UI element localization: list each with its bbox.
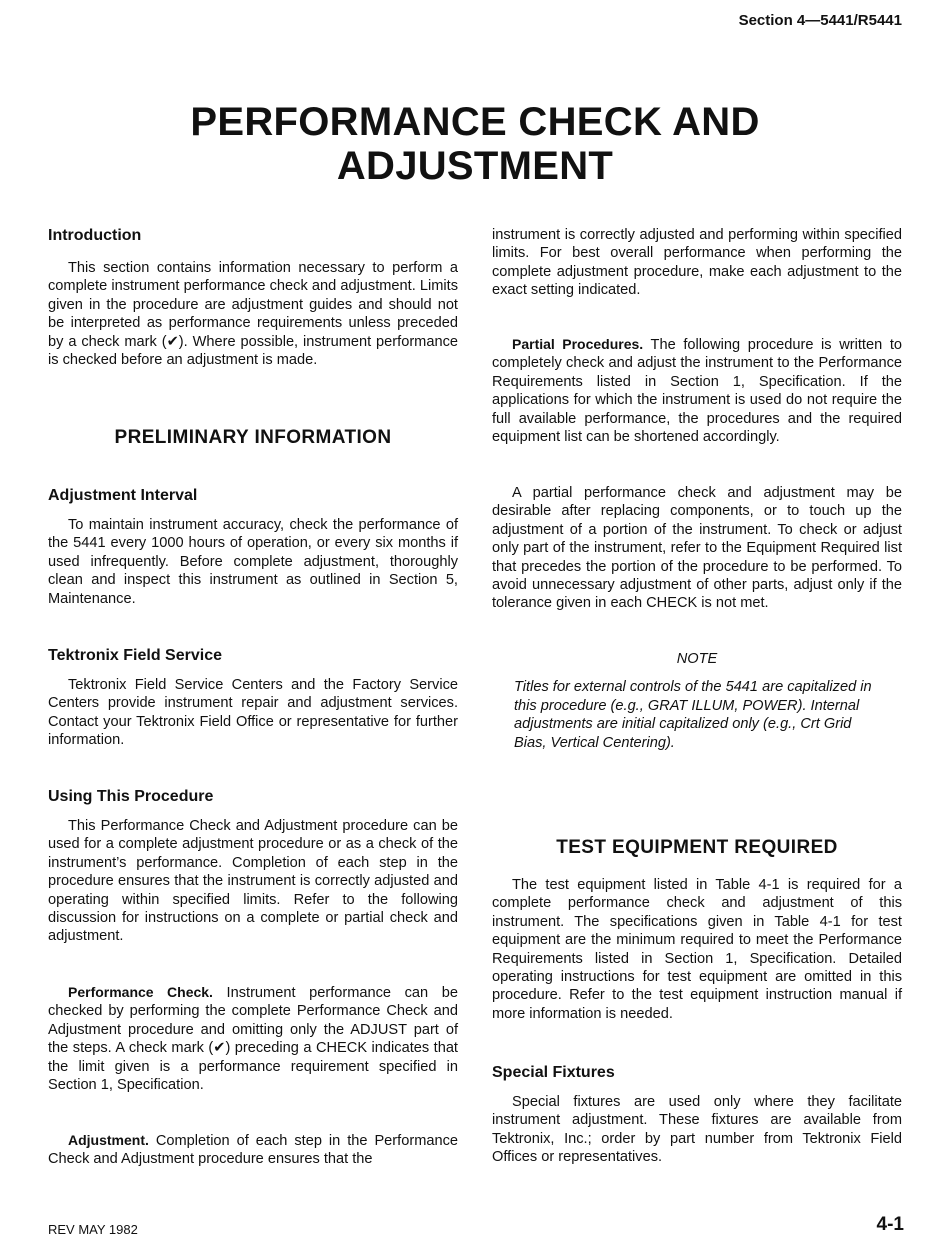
adjustment-interval-section <box>48 486 458 608</box>
test-equipment-section <box>492 836 902 1023</box>
field-service-text: Tektronix Field Service Centers and the Factory Service Centers provide instrument repair and adjustment services. Contact your Tektronix Field Office or representative for further information. <box>48 677 458 749</box>
partial-check-section <box>492 484 902 613</box>
test-equipment-text: The test equipment listed in Table 4-1 is required for a complete performance check and adjustment of this instrument. The specifications given in Table 4-1 for test equipment are the minimum required to meet the Performance Requirements listed in Section 1, Specification. Detailed operating instructions for test equipment are omitted in this procedure. Refer to the test equipment instruction manual if more information is needed. <box>492 877 902 1022</box>
adjustment-interval-heading: Adjustment Interval <box>48 487 198 504</box>
partial-check-text: A partial performance check and adjustment may be desirable after replacing components, or to touch up the adjustment of a portion of the instrument. To check or adjust only part of the instrument, refer to the Equipment Required list that precedes the portion of the procedure to be performed. To avoid unnecessary adjustment of other parts, adjust only if the tolerance given in each CHECK is not met. <box>492 485 902 612</box>
continuation-text: instrument is correctly adjusted and performing within specified limits. For best overall performance when performing the complete adjustment procedure, make each adjustment to the exact setting indicated. <box>492 227 902 299</box>
using-procedure-heading: Using This Procedure <box>48 788 214 805</box>
preliminary-information-heading: PRELIMINARY INFORMATION <box>114 427 392 448</box>
field-service-section <box>48 646 458 750</box>
partial-procedures-label: Partial Procedures. <box>512 336 644 352</box>
adjustment-text: Completion of each step in the Performance Check and Adjustment procedure ensures that the <box>48 1133 458 1168</box>
page-title <box>0 100 950 188</box>
performance-check-text: Instrument performance can be checked by performing the complete Performance Check and Adjustment procedure and omitting only the ADJUST part of the steps. A check mark (✔) preceding a CHECK indicates that the limit given is a performance requirement specified in Section 1, Specification. <box>48 985 458 1094</box>
section-header: Section 4—5441/R5441 <box>738 12 902 29</box>
adjustment-label: Adjustment. <box>68 1132 149 1148</box>
special-fixtures-text: Special fixtures are used only where they facilitate instrument adjustment. These fixtures are available from Tektronix, Inc.; order by part number from Tektronix Field Offices or representatives. <box>492 1094 902 1166</box>
page-title-line-2: ADJUSTMENT <box>336 144 614 188</box>
performance-check-paragraph <box>48 983 458 1094</box>
adjustment-paragraph <box>48 1131 458 1169</box>
adjustment-section <box>48 1131 458 1169</box>
introduction-text: This section contains information necessary to perform a complete instrument performance check and adjustment. Limits given in the procedure are adjustment guides and should not be interpreted as performance requirements unless preceded by a check mark (✔). Where possible, instrument performance is checked before an adjustment is made. <box>48 260 458 369</box>
note-title: NOTE <box>676 651 718 667</box>
test-equipment-heading: TEST EQUIPMENT REQUIRED <box>556 837 838 858</box>
page-number: 4-1 <box>876 1214 904 1235</box>
partial-procedures-text: The following procedure is written to completely check and adjust the instrument to the Performance Requirements listed in Section 1, Specification. If the applications for which the instrument is used do not require the full available performance, the procedures and the required equipment list can be shortened accordingly. <box>492 337 902 446</box>
continuation-section <box>492 226 902 300</box>
note-text: Titles for external controls of the 5441 are capitalized in this procedure (e.g., GRAT ILLUM, POWER). Internal adjustments are initial capitalized only (e.g., Crt Grid Bias, Vertical Centering). <box>514 679 872 751</box>
revision-date: REV MAY 1982 <box>48 1222 138 1237</box>
using-procedure-section <box>48 787 458 946</box>
performance-check-section <box>48 983 458 1094</box>
special-fixtures-heading: Special Fixtures <box>492 1064 615 1081</box>
preliminary-information-section <box>48 426 458 450</box>
page-title-line-1: PERFORMANCE CHECK AND <box>190 100 760 144</box>
introduction-section <box>48 226 458 369</box>
partial-procedures-paragraph <box>492 335 902 446</box>
partial-procedures-section <box>492 335 902 446</box>
field-service-heading: Tektronix Field Service <box>48 647 222 664</box>
introduction-heading: Introduction <box>48 227 142 244</box>
adjustment-interval-text: To maintain instrument accuracy, check the performance of the 5441 every 1000 hours of operation, or every six months if used infrequently. Before complete adjustment, thoroughly clean and inspect this instrument as outlined in Section 5, Maintenance. <box>48 517 458 607</box>
note-section <box>492 650 902 752</box>
special-fixtures-section <box>492 1063 902 1167</box>
using-procedure-text: This Performance Check and Adjustment procedure can be used for a complete adjustment procedure or as a check of the instrument’s performance. Completion of each step in the procedure ensures that the instrument is correctly adjusted and operating within specified limits. Refer to the following discussion for instructions on a complete or partial check and adjustment. <box>48 818 458 945</box>
performance-check-label: Performance Check. <box>68 984 213 1000</box>
